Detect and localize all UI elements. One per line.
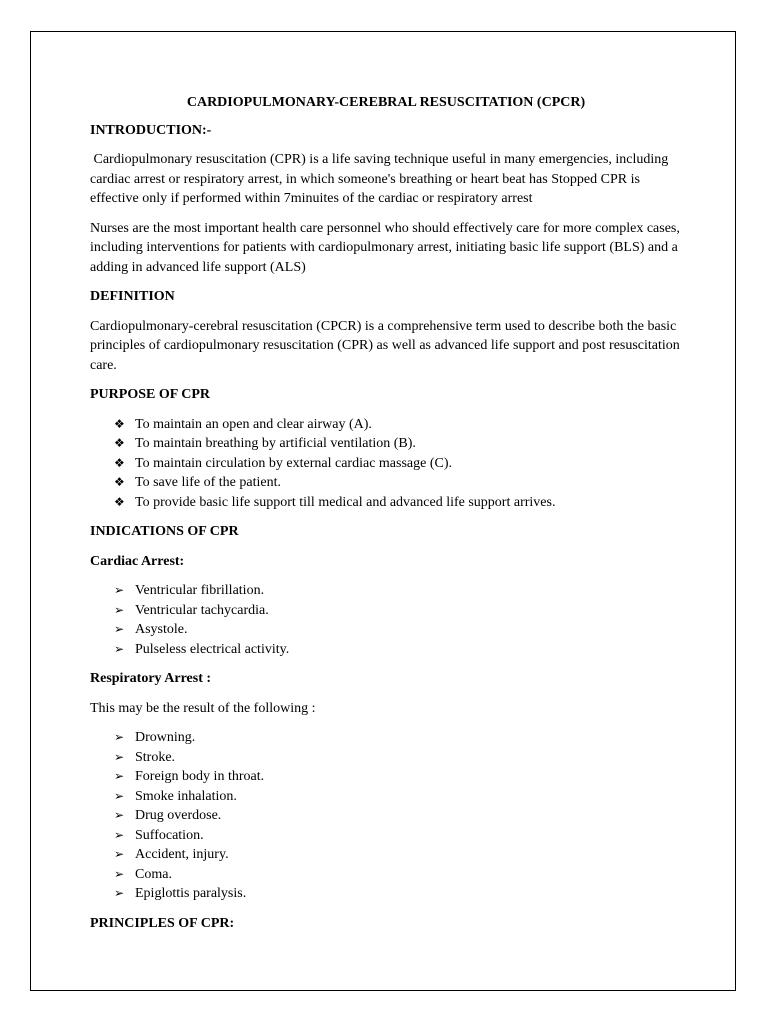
- arrow-bullet-icon: ➢: [114, 847, 125, 861]
- arrow-bullet-icon: ➢: [114, 788, 125, 803]
- list-item-text: Foreign body in throat.: [135, 769, 265, 784]
- list-item-text: Accident, injury.: [135, 847, 229, 862]
- arrow-bullet-icon: ➢: [114, 749, 125, 764]
- cardiac-arrest-heading: Cardiac Arrest:: [90, 553, 185, 569]
- list-item-text: Epiglottis paralysis.: [135, 886, 247, 901]
- list-item-text: To provide basic life support till medical and advanced life support arrives.: [135, 494, 556, 510]
- list-item: [114, 581, 682, 601]
- list-item: [114, 473, 682, 493]
- arrow-bullet-icon: ➢: [114, 808, 125, 822]
- list-item: [114, 454, 682, 474]
- diamond-bullet-icon: ❖: [114, 494, 125, 509]
- list-item-text: Ventricular tachycardia.: [135, 602, 269, 618]
- list-item: [114, 787, 682, 807]
- arrow-bullet-icon: ➢: [114, 866, 125, 881]
- list-item: [114, 620, 682, 640]
- list-item-text: Suffocation.: [135, 827, 204, 843]
- respiratory-arrest-heading: Respiratory Arrest :: [90, 671, 212, 686]
- indications-heading: INDICATIONS OF CPR: [90, 524, 239, 539]
- list-item-text: Drowning.: [135, 730, 196, 745]
- list-item-text: To maintain an open and clear airway (A).: [135, 416, 372, 432]
- diamond-bullet-icon: ❖: [114, 436, 125, 450]
- principles-heading: PRINCIPLES OF CPR:: [90, 915, 235, 931]
- list-item: [114, 865, 682, 885]
- list-item-text: Asystole.: [135, 622, 188, 637]
- list-item: [114, 493, 682, 513]
- list-item-text: Ventricular fibrillation.: [135, 583, 265, 598]
- document-body: [90, 93, 682, 943]
- list-item: [114, 767, 682, 787]
- list-item: [114, 601, 682, 621]
- list-item: [114, 845, 682, 865]
- list-item-text: To maintain circulation by external cardiac massage (C).: [135, 455, 453, 471]
- list-item: [114, 806, 682, 826]
- arrow-bullet-icon: ➢: [114, 622, 125, 636]
- cardiac-arrest-list: [90, 581, 682, 659]
- list-item: [114, 728, 682, 748]
- list-item-text: Pulseless electrical activity.: [135, 641, 290, 657]
- list-item-text: Coma.: [135, 866, 172, 882]
- list-item-text: Stroke.: [135, 749, 176, 765]
- diamond-bullet-icon: ❖: [114, 455, 125, 470]
- purpose-list: [90, 415, 682, 513]
- list-item-text: To save life of the patient.: [135, 475, 281, 490]
- purpose-heading: PURPOSE OF CPR: [90, 387, 211, 402]
- definition-heading: DEFINITION: [90, 289, 175, 304]
- arrow-bullet-icon: ➢: [114, 602, 125, 617]
- arrow-bullet-icon: ➢: [114, 769, 125, 783]
- definition-paragraph: Cardiopulmonary-cerebral resuscitation (CPCR) is a comprehensive term used to describe both the basic principles of cardiopulmonary resuscitation (CPR) as well as advanced life support and post resuscitation care.: [90, 318, 680, 373]
- respiratory-arrest-list: [90, 728, 682, 904]
- introduction-paragraph-1: Cardiopulmonary resuscitation (CPR) is a life saving technique useful in many emergencies, including cardiac arrest or respiratory arrest, in which someone's breathing or heart beat has Stopped CPR is effective only if performed within 7minuites of the cardiac or respiratory arrest: [90, 152, 672, 206]
- list-item-text: Drug overdose.: [135, 808, 222, 823]
- list-item: [114, 415, 682, 435]
- arrow-bullet-icon: ➢: [114, 583, 125, 597]
- document-title: CARDIOPULMONARY-CEREBRAL RESUSCITATION (CPCR): [186, 95, 586, 110]
- list-item: [114, 884, 682, 904]
- list-item: [114, 640, 682, 660]
- list-item: [114, 826, 682, 846]
- diamond-bullet-icon: ❖: [114, 416, 125, 431]
- arrow-bullet-icon: ➢: [114, 641, 125, 656]
- introduction-paragraph-2: Nurses are the most important health care personnel who should effectively care for more complex cases, including interventions for patients with cardiopulmonary arrest, initiating basic life support (BLS) and a adding in advanced life support (ALS): [90, 220, 680, 275]
- list-item-text: Smoke inhalation.: [135, 788, 237, 804]
- arrow-bullet-icon: ➢: [114, 886, 125, 900]
- list-item: [114, 434, 682, 454]
- list-item-text: To maintain breathing by artificial ventilation (B).: [135, 436, 416, 451]
- arrow-bullet-icon: ➢: [114, 827, 125, 842]
- respiratory-arrest-intro: This may be the result of the following :: [90, 700, 316, 716]
- list-item: [114, 748, 682, 768]
- arrow-bullet-icon: ➢: [114, 730, 125, 744]
- diamond-bullet-icon: ❖: [114, 475, 125, 489]
- introduction-heading: INTRODUCTION:-: [90, 122, 212, 138]
